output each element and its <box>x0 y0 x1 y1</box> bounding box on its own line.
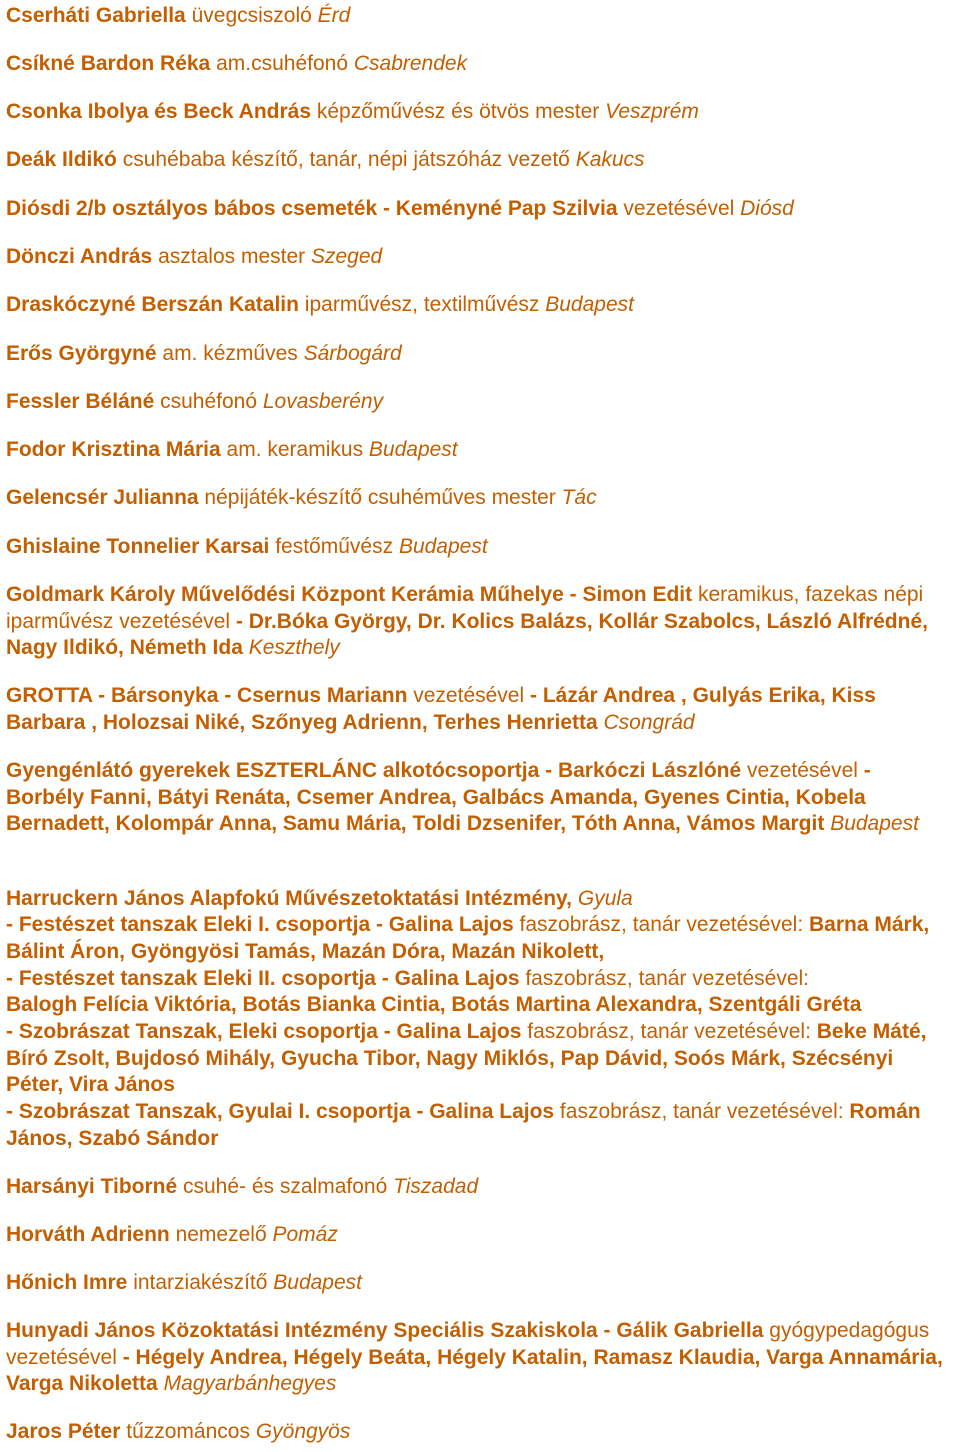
entry-description: iparművész, textilművész <box>298 293 546 316</box>
list-entry <box>6 147 946 174</box>
entry-name: Goldmark Károly Művelődési Központ Kerámia Műhelye - Simon Edit <box>6 583 693 606</box>
entry-name: Gyengénlátó gyerekek ESZTERLÁNC alkotócsoportja - Barkóczi Lászlóné <box>6 759 742 782</box>
list-entry <box>6 389 946 416</box>
entry-description: csuhéfonó <box>154 390 263 413</box>
entry-name: Balogh Felícia Viktória, Botás Bianka Cintia, Botás Martina Alexandra, Szentgáli Gréta <box>6 993 862 1016</box>
list-entry <box>6 99 946 126</box>
entry-name: - Dr.Bóka György, Dr. Kolics Balázs, Kollár Szabolcs, László Alfrédné, Nagy Ildikó, Németh Ida <box>6 609 928 659</box>
list-entry <box>6 292 946 319</box>
entry-location: Csabrendek <box>353 52 468 75</box>
entry-description: népijáték-készítő csuhéműves mester <box>198 486 562 509</box>
entry-description: faszobrász, tanár vezetésével: <box>519 967 809 990</box>
list-entry <box>6 1222 946 1249</box>
list-entry <box>6 1318 946 1398</box>
entry-location: Pomáz <box>272 1223 338 1246</box>
entry-name: Erős Györgyné <box>6 342 157 365</box>
entry-name: - Hégely Andrea, Hégely Beáta, Hégely Katalin, Ramasz Klaudia, Varga Annamária, Varga Nikoletta <box>6 1345 943 1395</box>
entry-name: GROTTA - Bársonyka - Csernus Mariann <box>6 684 408 707</box>
entry-description: vezetésével <box>741 759 864 782</box>
entry-name: Hőnich Imre <box>6 1271 128 1294</box>
entry-description: festőművész <box>269 535 399 558</box>
entry-name: Draskóczyné Berszán Katalin <box>6 293 299 316</box>
list-entry <box>6 1270 946 1297</box>
entry-description: csuhébaba készítő, tanár, népi játszóház vezető <box>116 148 576 171</box>
list-entry <box>6 1174 946 1201</box>
list-entry <box>6 437 946 464</box>
entry-name: Cserháti Gabriella <box>6 4 186 27</box>
entry-name: Beke Máté, Bíró Zsolt, Bujdosó Mihály, Gyucha Tibor, Nagy Miklós, Pap Dávid, Soós Márk, Szécsényi Péter, Vira János <box>6 1020 927 1096</box>
entry-description: üvegcsiszoló <box>185 4 318 27</box>
entry-location: Diósd <box>740 197 794 220</box>
entry-description: faszobrász, tanár vezetésével: <box>521 1020 817 1043</box>
entry-name: - Szobrászat Tanszak, Eleki csoportja - Galina Lajos <box>6 1020 522 1043</box>
entry-name: Barna Márk, Bálint Áron, Gyöngyösi Tamás, Mazán Dóra, Mazán Nikolett, <box>6 913 930 963</box>
entry-location: Kakucs <box>575 148 645 171</box>
list-entry <box>6 1099 946 1152</box>
entry-name: Horváth Adrienn <box>6 1223 170 1246</box>
entry-name: - Borbély Fanni, Bátyi Renáta, Csemer Andrea, Galbács Amanda, Gyenes Cintia, Kobela Bernadett, Kolompár Anna, Samu Mária, Toldi Dzsenifer, Tóth Anna, Vámos Margit <box>6 759 871 835</box>
entry-name: Harruckern János Alapfokú Művészetoktatási Intézmény, <box>6 887 573 910</box>
entry-location: Tiszadad <box>393 1175 479 1198</box>
list-entry <box>6 534 946 561</box>
entry-name: - Lázár Andrea , Gulyás Erika, Kiss Barbara , Holozsai Niké, Szőnyeg Adrienn, Terhes Henrietta <box>6 684 876 734</box>
entry-name: Jaros Péter <box>6 1420 121 1443</box>
entry-location: Budapest <box>273 1271 363 1294</box>
entry-location: Szeged <box>310 245 383 268</box>
entry-description: csuhé- és szalmafonó <box>177 1175 394 1198</box>
list-entry <box>6 3 946 30</box>
entry-name: Diósdi 2/b osztályos bábos csemeték - Keményné Pap Szilvia <box>6 197 618 220</box>
entry-location: Budapest <box>830 812 919 835</box>
entry-name: Csonka Ibolya és Beck András <box>6 100 312 123</box>
entry-description: vezetésével <box>407 684 530 707</box>
list-entry <box>6 341 946 368</box>
entry-name: Román János, Szabó Sándor <box>6 1100 921 1150</box>
entry-description: gyógypedagógus vezetésével <box>6 1319 930 1369</box>
list-entry <box>6 683 946 736</box>
list-entry <box>6 196 946 223</box>
entry-description: faszobrász, tanár vezetésével: <box>554 1100 850 1123</box>
entry-description: képzőművész és ötvös mester <box>311 100 606 123</box>
list-entry <box>6 244 946 271</box>
entry-location: Tác <box>561 486 597 509</box>
entry-location: Budapest <box>398 535 488 558</box>
entry-name: Fodor Krisztina Mária <box>6 438 221 461</box>
entry-description: vezetésével <box>617 197 741 220</box>
list-entry <box>6 51 946 78</box>
list-entry <box>6 582 946 662</box>
entry-name: Fessler Béláné <box>6 390 155 413</box>
list-entry <box>6 758 946 838</box>
entry-location: Magyarbánhegyes <box>163 1372 337 1395</box>
entry-location: Lovasberény <box>262 390 384 413</box>
entry-name: Gelencsér Julianna <box>6 486 199 509</box>
entry-description: am.csuhéfonó <box>210 52 354 75</box>
entry-description: am. keramikus <box>220 438 369 461</box>
entry-description: nemezelő <box>169 1223 273 1246</box>
entry-location: Veszprém <box>605 100 699 123</box>
list-entry <box>6 1419 946 1446</box>
entry-name: - Szobrászat Tanszak, Gyulai I. csoportja - Galina Lajos <box>6 1100 555 1123</box>
list-entry <box>6 485 946 512</box>
entry-description: asztalos mester <box>152 245 311 268</box>
entry-location: Budapest <box>368 438 458 461</box>
list-entry <box>6 966 946 993</box>
entry-name: Dönczi András <box>6 245 153 268</box>
entry-description: keramikus, fazekas népi iparművész vezetésével <box>6 583 924 633</box>
entry-name: - Festészet tanszak Eleki I. csoportja - Galina Lajos <box>6 913 514 936</box>
list-entry <box>6 886 946 913</box>
entry-name: Harsányi Tiborné <box>6 1175 178 1198</box>
entry-location: Budapest <box>545 293 634 316</box>
entry-location: Gyöngyös <box>255 1420 351 1443</box>
entry-location: Sárbogárd <box>303 342 402 365</box>
entry-description: am. kézműves <box>156 342 304 365</box>
entry-name: Ghislaine Tonnelier Karsai <box>6 535 270 558</box>
entry-name: - Festészet tanszak Eleki II. csoportja - Galina Lajos <box>6 967 520 990</box>
entry-name: Hunyadi János Közoktatási Intézmény Speciális Szakiskola - Gálik Gabriella <box>6 1319 764 1342</box>
entry-location: Gyula <box>577 887 633 910</box>
entry-description: tűzzománcos <box>120 1420 256 1443</box>
entry-location: Érd <box>317 4 351 27</box>
list-entry <box>6 1019 946 1099</box>
entry-name: Csíkné Bardon Réka <box>6 52 211 75</box>
entry-location: Csongrád <box>603 710 695 734</box>
entry-description: faszobrász, tanár vezetésével: <box>513 913 809 936</box>
entry-description: intarziakészítő <box>127 1271 274 1294</box>
list-entry <box>6 992 946 1019</box>
list-entry <box>6 912 946 965</box>
entry-location: Keszthely <box>248 636 340 659</box>
entry-name: Deák Ildikó <box>6 148 117 171</box>
